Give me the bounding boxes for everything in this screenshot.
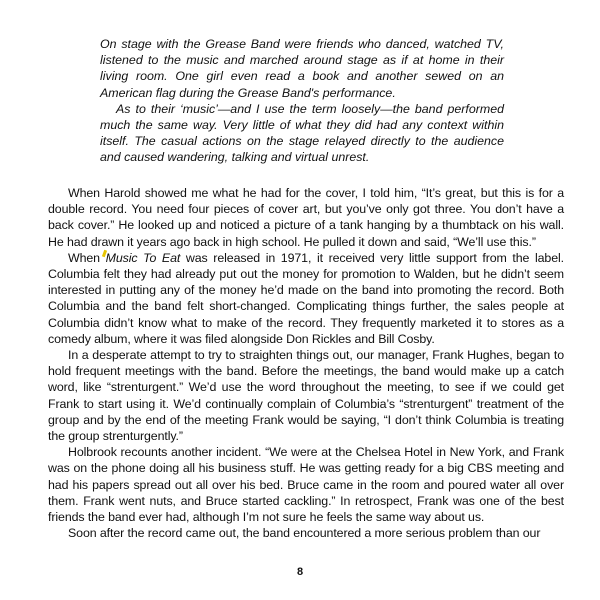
body-text bbox=[48, 185, 564, 541]
quote-paragraph-2: As to their ‘music’—and I use the term loosely—the band performed much the same way. Very little of what they did had any context within itself. The casual actions on the stage relayed directly to the audience and caused wandering, talking and virtual unrest. bbox=[100, 101, 504, 165]
album-title: Music To Eat bbox=[105, 250, 181, 265]
body-paragraph-4: Holbrook recounts another incident. “We were at the Chelsea Hotel in New York, and Frank was on the phone doing all his business stuff. He was getting ready for a big CBS meeting and had his papers spread out all over his bed. Bruce came in the room and poured water all over them. Frank went nuts, and Bruce started cackling.” In retrospect, Frank was one of the best friends the band ever had, although I’m not sure he feels the same way about us. bbox=[48, 445, 564, 525]
paragraph-2-lead: When bbox=[68, 250, 106, 265]
body-paragraph-5: Soon after the record came out, the band encountered a more serious problem than our bbox=[68, 526, 541, 541]
body-paragraph-1: When Harold showed me what he had for the cover, I told him, “It’s great, but this is for a double record. You need four pieces of cover art, but you’ve only got three. You don’t have a back cover.” He looked up and noticed a picture of a tank hanging by a thumbtack on his wall. He had drawn it years ago back in high school. He pulled it down and said, “We’ll use this.” bbox=[48, 186, 564, 249]
body-paragraph-2 bbox=[48, 250, 564, 347]
quote-paragraph-1: On stage with the Grease Band were friends who danced, watched TV, listened to the music and marched around stage as if at home in their living room. One girl even read a book and another sewed on an American flag during the Grease Band's performance. bbox=[100, 37, 504, 100]
paragraph-2-rest: was released in 1971, it received very little support from the label. Columbia felt they had already put out the money for promotion to Walden, but he didn’t seem interested in putting any of the money he’d made on the band into promoting the record. Both Columbia and the band felt short-changed. Complicating things further, the sales people at Columbia didn’t know what to make of the record. They frequently marketed it to stores as a comedy album, where it was filed alongside Don Rickles and Bill Cosby. bbox=[48, 250, 565, 346]
body-paragraph-3: In a desperate attempt to try to straighten things out, our manager, Frank Hughes, began to hold frequent meetings with the band. Before the meetings, the band would make up a catch word, like “strenturgent.” We’d use the word throughout the meeting, to see if we could get Frank to start using it. We’d continually complain of Columbia’s “strenturgent” treatment of the group and by the end of the meeting Frank would be saying, “I don’t think Columbia is treating the group strenturgently.” bbox=[48, 348, 564, 444]
page-number: 8 bbox=[296, 566, 304, 578]
block-quote bbox=[100, 36, 504, 166]
